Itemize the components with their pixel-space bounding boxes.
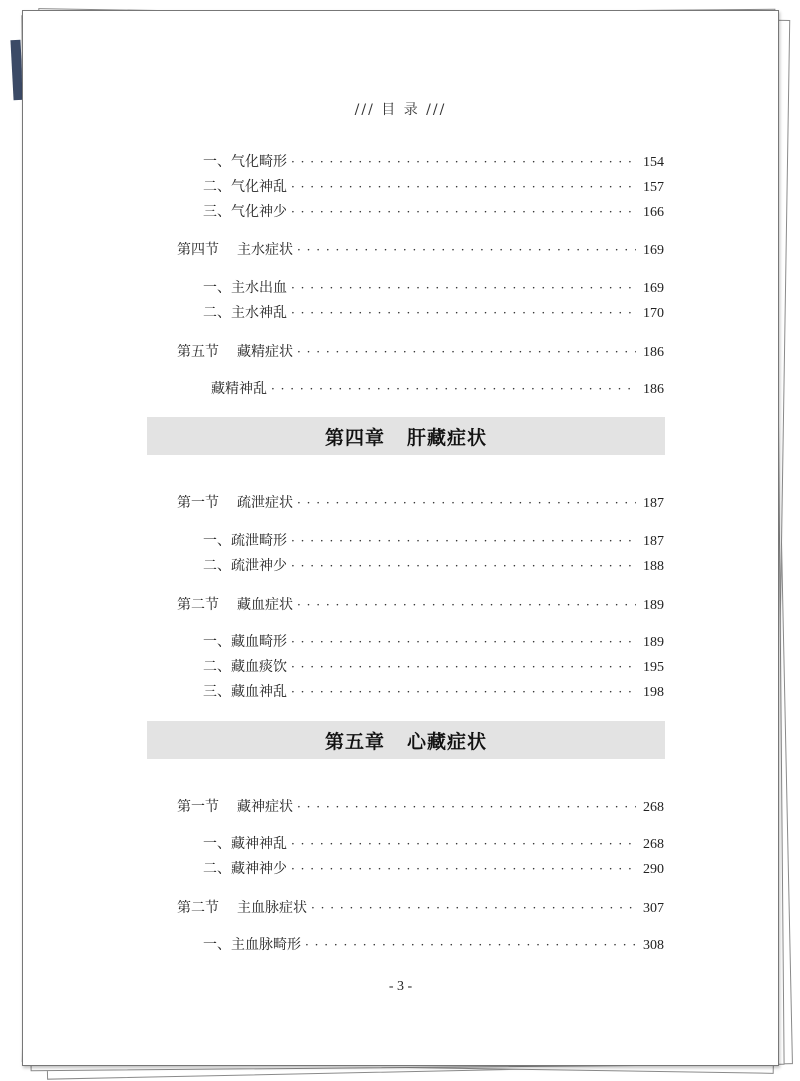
toc-section-entry[interactable] [177, 594, 664, 614]
dot-leader [297, 345, 636, 359]
entry-page: 157 [643, 180, 664, 195]
entry-page: 268 [643, 800, 664, 815]
dot-leader [291, 559, 636, 573]
section-number: 第一节 [177, 799, 219, 815]
entry-page: 195 [643, 660, 664, 675]
dot-leader [297, 800, 636, 814]
entry-page: 189 [643, 635, 664, 650]
toc-entry[interactable] [203, 833, 664, 853]
entry-title: 二、疏泄神少 [203, 558, 287, 574]
chapter-heading[interactable] [147, 721, 665, 759]
entry-page: 189 [643, 598, 664, 613]
entry-title: 二、气化神乱 [203, 179, 287, 195]
entry-title: 主血脉症状 [237, 900, 307, 916]
toc-entry[interactable] [203, 151, 664, 171]
entry-title: 三、藏血神乱 [203, 684, 287, 700]
dot-leader [291, 281, 636, 295]
entry-title: 二、主水神乱 [203, 305, 287, 321]
section-number: 第二节 [177, 597, 219, 613]
entry-page: 198 [643, 685, 664, 700]
dot-leader [291, 660, 636, 674]
toc-entry[interactable] [203, 681, 664, 701]
toc-section-entry[interactable] [177, 239, 664, 259]
chapter-number: 第五章 [324, 730, 385, 753]
entry-title: 一、藏神神乱 [203, 836, 287, 852]
toc-entry[interactable] [203, 934, 664, 954]
page-number: - 3 - [388, 979, 413, 994]
entry-title: 三、气化神少 [203, 204, 287, 220]
chapter-number: 第四章 [324, 426, 385, 449]
dot-leader [297, 598, 636, 612]
entry-title: 疏泄症状 [237, 495, 293, 511]
entry-page: 166 [643, 205, 664, 220]
chapter-heading[interactable] [147, 417, 665, 455]
toc-entry[interactable] [203, 277, 664, 297]
toc-entry[interactable] [203, 302, 664, 322]
section-number: 第二节 [177, 900, 219, 916]
entry-title: 二、藏血痰饮 [203, 659, 287, 675]
dot-leader [305, 938, 636, 952]
entry-title: 藏精神乱 [211, 381, 267, 397]
dot-leader [271, 382, 636, 396]
entry-title: 藏精症状 [237, 344, 293, 360]
entry-page: 187 [643, 496, 664, 511]
toc-section-entry[interactable] [177, 492, 664, 512]
entry-title: 藏神症状 [237, 799, 293, 815]
dot-leader [311, 901, 636, 915]
entry-page: 307 [643, 901, 664, 916]
entry-page: 187 [643, 534, 664, 549]
entry-title: 一、疏泄畸形 [203, 533, 287, 549]
toc-entry[interactable] [203, 858, 664, 878]
dot-leader [291, 180, 636, 194]
entry-title: 一、主血脉畸形 [203, 937, 301, 953]
entry-page: 188 [643, 559, 664, 574]
chapter-title: 肝藏症状 [407, 426, 488, 449]
entry-title: 一、主水出血 [203, 280, 287, 296]
entry-page: 290 [643, 862, 664, 877]
section-number: 第四节 [177, 242, 219, 258]
dot-leader [297, 243, 636, 257]
dot-leader [291, 534, 636, 548]
entry-page: 268 [643, 837, 664, 852]
toc-entry[interactable] [203, 176, 664, 196]
toc-section-entry[interactable] [177, 796, 664, 816]
entry-page: 169 [643, 281, 664, 296]
toc-entry[interactable] [203, 631, 664, 651]
toc-section-entry[interactable] [177, 897, 664, 917]
toc-entry[interactable] [203, 530, 664, 550]
toc-entry[interactable] [203, 555, 664, 575]
toc-entry[interactable] [203, 201, 664, 221]
section-number: 第五节 [177, 344, 219, 360]
toc-entry[interactable] [203, 656, 664, 676]
entry-title: 主水症状 [237, 242, 293, 258]
section-number: 第一节 [177, 495, 219, 511]
entry-title: 二、藏神神少 [203, 861, 287, 877]
chapter-title: 心藏症状 [407, 730, 488, 753]
entry-page: 308 [643, 938, 664, 953]
dot-leader [297, 496, 636, 510]
entry-title: 一、藏血畸形 [203, 634, 287, 650]
entry-title: 一、气化畸形 [203, 154, 287, 170]
entry-title: 藏血症状 [237, 597, 293, 613]
toc-entry[interactable] [211, 378, 664, 398]
dot-leader [291, 155, 636, 169]
toc-page [22, 10, 779, 1066]
dot-leader [291, 837, 636, 851]
dot-leader [291, 862, 636, 876]
entry-page: 186 [643, 382, 664, 397]
dot-leader [291, 685, 636, 699]
entry-page: 169 [643, 243, 664, 258]
page-header: /// 目 录 /// [354, 102, 447, 118]
entry-page: 186 [643, 345, 664, 360]
dot-leader [291, 205, 636, 219]
entry-page: 154 [643, 155, 664, 170]
dot-leader [291, 306, 636, 320]
toc-section-entry[interactable] [177, 341, 664, 361]
entry-page: 170 [643, 306, 664, 321]
dot-leader [291, 635, 636, 649]
